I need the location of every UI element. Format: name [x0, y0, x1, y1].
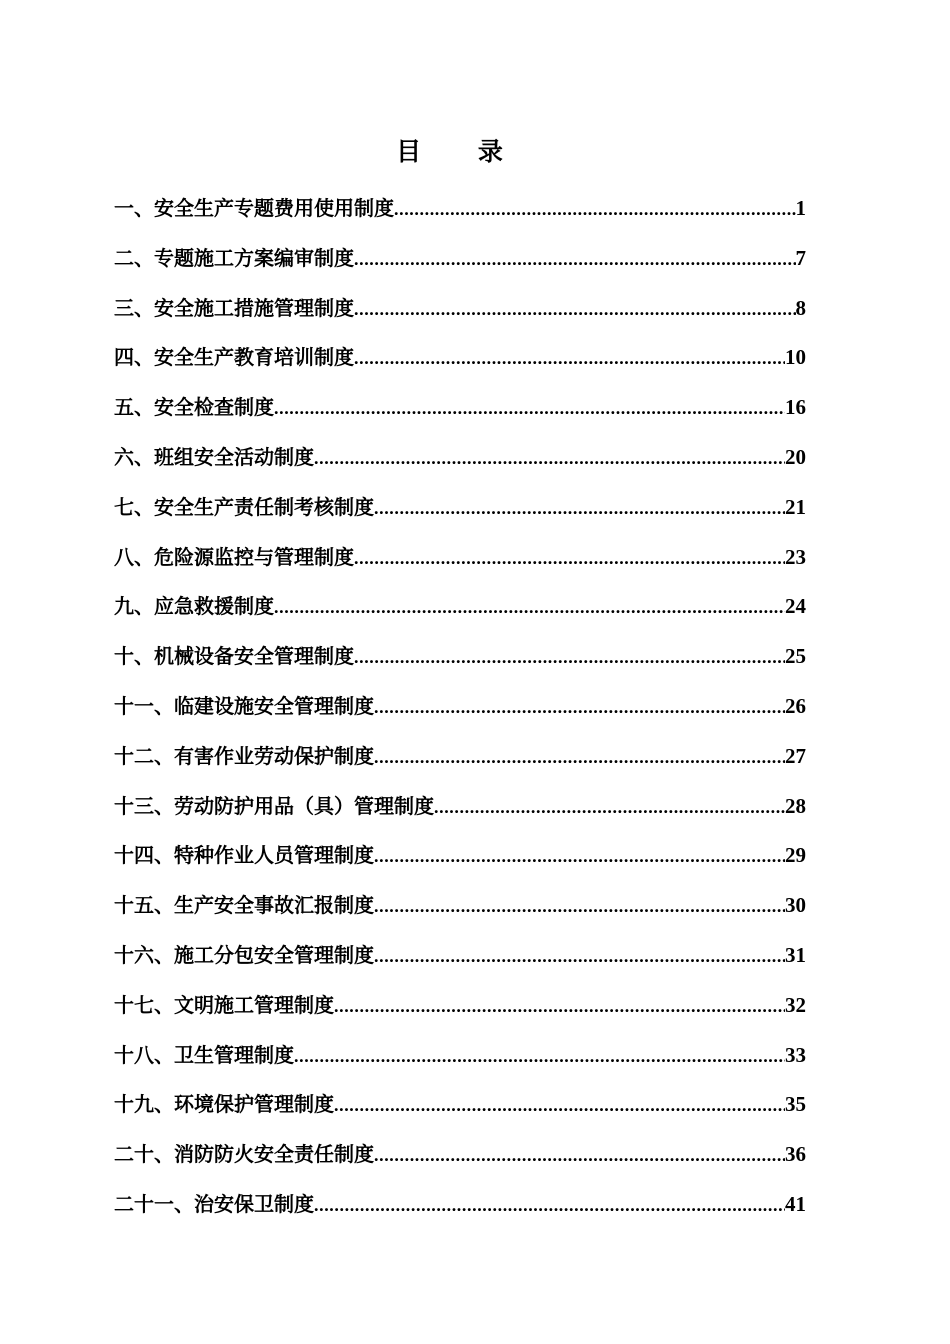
- toc-entry-page: 31: [785, 942, 806, 967]
- toc-entry-label: 十六、施工分包安全管理制度: [114, 942, 374, 967]
- toc-dot-leader: [314, 1185, 785, 1225]
- toc-entry-label: 十五、生产安全事故汇报制度: [114, 893, 374, 918]
- toc-entry-label: 三、安全施工措施管理制度: [114, 295, 354, 320]
- toc-entry-page: 26: [785, 693, 806, 718]
- toc-dot-leader: [334, 986, 785, 1026]
- toc-dot-leader: [374, 488, 785, 528]
- toc-entry[interactable]: [114, 985, 806, 1035]
- toc-entry-page: 28: [785, 793, 806, 818]
- toc-dot-leader: [294, 1036, 785, 1076]
- toc-entry-label: 十、机械设备安全管理制度: [114, 644, 354, 669]
- toc-entry-label: 六、班组安全活动制度: [114, 444, 314, 469]
- toc-entry-page: 41: [785, 1191, 806, 1216]
- toc-entry-page: 7: [795, 245, 806, 270]
- toc-entry-page: 20: [785, 444, 806, 469]
- toc-entry[interactable]: [114, 736, 806, 786]
- toc-entry-label: 五、安全检查制度: [114, 395, 274, 420]
- toc-entry-label: 八、危险源监控与管理制度: [114, 544, 354, 569]
- toc-entry-page: 30: [785, 893, 806, 918]
- toc-entry-label: 四、安全生产教育培训制度: [114, 345, 354, 370]
- toc-entry-page: 21: [785, 494, 806, 519]
- toc-dot-leader: [314, 438, 785, 478]
- toc-title: 目 录: [396, 137, 527, 166]
- toc-entry-label: 二十一、治安保卫制度: [114, 1191, 314, 1216]
- toc-entry[interactable]: [114, 337, 806, 387]
- toc-entry-page: 10: [785, 345, 806, 370]
- toc-entry-label: 十八、卫生管理制度: [114, 1042, 294, 1067]
- toc-entry[interactable]: [114, 835, 806, 885]
- toc-entry[interactable]: [114, 288, 806, 338]
- toc-entry-page: 1: [795, 196, 806, 220]
- toc-entry-label: 十九、环境保护管理制度: [114, 1092, 334, 1117]
- toc-entry[interactable]: [114, 1084, 806, 1134]
- toc-dot-leader: [374, 737, 785, 777]
- toc-entry-label: 一、安全生产专题费用使用制度: [114, 196, 394, 220]
- toc-dot-leader: [374, 687, 785, 727]
- toc-list: [114, 188, 806, 1234]
- toc-entry[interactable]: [114, 885, 806, 935]
- toc-entry-label: 十一、临建设施安全管理制度: [114, 693, 374, 718]
- toc-entry-page: 29: [785, 843, 806, 868]
- toc-dot-leader: [374, 836, 785, 876]
- toc-dot-leader: [374, 936, 785, 976]
- toc-entry-label: 二十、消防防火安全责任制度: [114, 1142, 374, 1167]
- toc-dot-leader: [354, 637, 785, 677]
- toc-entry-page: 25: [785, 644, 806, 669]
- toc-entry-label: 十七、文明施工管理制度: [114, 992, 334, 1017]
- toc-entry-label: 十三、劳动防护用品（具）管理制度: [114, 793, 434, 818]
- toc-entry-label: 二、专题施工方案编审制度: [114, 245, 354, 270]
- toc-dot-leader: [354, 338, 785, 378]
- toc-entry-page: 32: [785, 992, 806, 1017]
- toc-dot-leader: [354, 289, 796, 329]
- toc-entry[interactable]: [114, 437, 806, 487]
- toc-entry[interactable]: [114, 686, 806, 736]
- toc-dot-leader: [394, 189, 796, 229]
- toc-entry[interactable]: [114, 1134, 806, 1184]
- toc-entry-label: 十二、有害作业劳动保护制度: [114, 743, 374, 768]
- toc-entry[interactable]: [114, 1184, 806, 1234]
- toc-dot-leader: [334, 1085, 785, 1125]
- toc-entry-page: 33: [785, 1042, 806, 1067]
- toc-entry-page: 35: [785, 1092, 806, 1117]
- toc-entry[interactable]: [114, 1035, 806, 1085]
- toc-entry-label: 九、应急救援制度: [114, 594, 274, 619]
- toc-dot-leader: [434, 787, 785, 827]
- toc-entry[interactable]: [114, 188, 806, 238]
- toc-entry-label: 七、安全生产责任制考核制度: [114, 494, 374, 519]
- toc-entry[interactable]: [114, 387, 806, 437]
- toc-entry[interactable]: [114, 537, 806, 587]
- toc-entry-page: 27: [785, 743, 806, 768]
- toc-entry-label: 十四、特种作业人员管理制度: [114, 843, 374, 868]
- toc-entry-page: 24: [785, 594, 806, 619]
- toc-dot-leader: [354, 239, 796, 279]
- toc-entry[interactable]: [114, 786, 806, 836]
- toc-dot-leader: [274, 388, 785, 428]
- toc-dot-leader: [274, 587, 785, 627]
- toc-entry-page: 8: [795, 295, 806, 320]
- toc-entry-page: 36: [785, 1142, 806, 1167]
- toc-dot-leader: [374, 1135, 785, 1175]
- toc-entry-page: 16: [785, 395, 806, 420]
- toc-dot-leader: [354, 538, 785, 578]
- toc-entry[interactable]: [114, 487, 806, 537]
- toc-entry[interactable]: [114, 238, 806, 288]
- toc-dot-leader: [374, 886, 785, 926]
- toc-entry[interactable]: [114, 636, 806, 686]
- toc-entry[interactable]: [114, 935, 806, 985]
- toc-entry-page: 23: [785, 544, 806, 569]
- toc-entry[interactable]: [114, 586, 806, 636]
